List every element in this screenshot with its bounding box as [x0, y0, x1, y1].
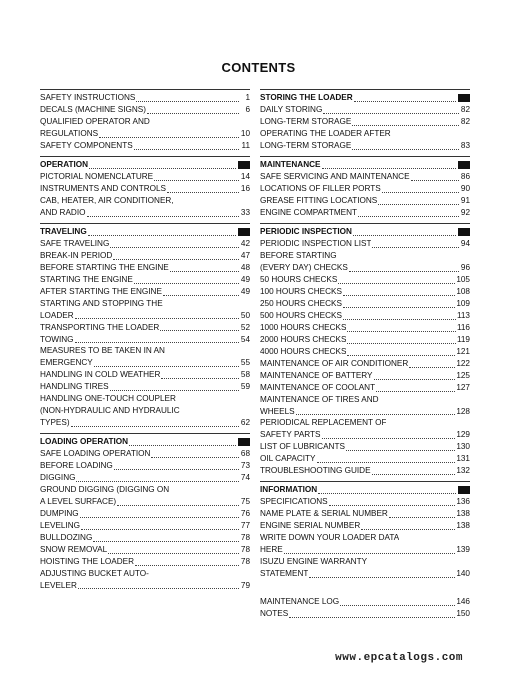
toc-entry[interactable] [260, 140, 470, 152]
dot-leader [151, 446, 239, 458]
toc-entry-label: MAINTENANCE LOG [260, 596, 340, 606]
toc-page-number: 59 [240, 382, 250, 392]
dot-leader [108, 542, 239, 554]
toc-section [40, 156, 250, 223]
dot-leader [322, 427, 456, 439]
toc-page-number: 138 [456, 521, 470, 531]
toc-entry[interactable] [40, 417, 250, 429]
dot-leader [170, 260, 239, 272]
toc-entry-label: MAINTENANCE OF BATTERY [260, 370, 373, 380]
toc-entry[interactable] [40, 140, 250, 152]
toc-entry-label: GREASE FITTING LOCATIONS [260, 196, 378, 205]
dot-leader [347, 344, 455, 356]
dot-leader [110, 379, 239, 391]
dot-leader [376, 380, 455, 392]
dot-leader [154, 169, 239, 181]
toc-entry-label: ENGINE COMPARTMENT [260, 208, 358, 217]
toc-heading-label: PERIODIC INSPECTION [260, 227, 352, 236]
dot-leader [88, 224, 236, 236]
dot-leader [147, 102, 239, 114]
toc-entry-label: LOCATIONS OF FILLER PORTS [260, 184, 381, 193]
dot-leader [318, 482, 456, 494]
toc-entry[interactable] [40, 207, 250, 219]
dot-leader [372, 236, 459, 248]
dot-leader [353, 224, 456, 236]
toc-entry-label: AND RADIO [40, 207, 86, 217]
toc-entry-label: LIST OF LUBRICANTS [260, 442, 345, 452]
toc-entry-label: STATEMENT [260, 568, 309, 578]
toc-page-number: 132 [456, 466, 470, 476]
dot-leader [322, 157, 457, 169]
toc-entry-label: STARTING THE ENGINE [40, 274, 133, 284]
toc-page-number: 146 [456, 596, 470, 606]
toc-page-number: 76 [240, 508, 250, 518]
dot-leader [323, 102, 459, 114]
toc-entry[interactable] [40, 393, 250, 405]
toc-entry[interactable] [260, 238, 470, 250]
toc-entry-label: TRANSPORTING THE LOADER [40, 322, 160, 332]
toc-entry[interactable] [260, 520, 470, 532]
toc-entry-label: NOTES [260, 608, 289, 618]
toc-entry-label: TOWING [40, 334, 74, 344]
toc-entry-label: PERIODICAL REPLACEMENT OF [260, 418, 387, 428]
dot-leader [99, 126, 239, 138]
toc-page-number: 10 [240, 129, 250, 138]
toc-heading-label: OPERATION [40, 160, 89, 169]
toc-entry[interactable] [260, 608, 470, 620]
toc-entry-label: INSTRUMENTS AND CONTROLS [40, 184, 167, 193]
dot-leader [80, 506, 239, 518]
toc-page-number: 138 [456, 509, 470, 519]
toc-page-number: 136 [456, 497, 470, 507]
dot-leader [94, 355, 239, 367]
toc-entry-label: HOISTING THE LOADER [40, 556, 135, 566]
toc-page-number: 82 [460, 117, 470, 127]
toc-entry[interactable] [260, 405, 470, 417]
toc-entry-label: ISUZU ENGINE WARRANTY [260, 556, 368, 566]
toc-entry-label: AFTER STARTING THE ENGINE [40, 286, 162, 296]
dot-leader [75, 307, 239, 319]
toc-entry[interactable] [40, 183, 250, 195]
dot-leader [160, 319, 239, 331]
toc-page-number: 1 [245, 93, 250, 103]
toc-page-number: 131 [456, 454, 470, 464]
toc-page-number: 54 [240, 334, 250, 344]
toc-entry[interactable] [260, 544, 470, 556]
dot-leader [352, 138, 459, 150]
toc-entry-label: LEVELER [40, 580, 77, 590]
toc-entry-label: TYPES) [40, 417, 70, 427]
toc-left-column [40, 89, 250, 595]
toc-entry-label: 4000 HOURS CHECKS [260, 346, 347, 356]
section-marker-tab [458, 161, 470, 169]
toc-entry-label: QUALIFIED OPERATOR AND [40, 117, 150, 126]
toc-heading-label: INFORMATION [260, 485, 318, 495]
toc-entry-label: DAILY STORING [260, 105, 323, 115]
toc-page-number: 125 [456, 370, 470, 380]
toc-section [260, 223, 470, 481]
toc-entry-label: HANDLING TIRES [40, 382, 109, 392]
dot-leader [347, 332, 455, 344]
toc-entry-label: BEFORE STARTING [260, 250, 337, 260]
toc-entry[interactable] [40, 104, 250, 116]
toc-entry-label: DECALS (MACHINE SIGNS) [40, 105, 146, 115]
toc-page-number: 108 [456, 286, 470, 296]
section-marker-tab [458, 94, 470, 102]
dot-leader [352, 114, 459, 126]
dot-leader [117, 494, 239, 506]
toc-entry-label: LOADER [40, 310, 74, 320]
dot-leader [411, 169, 459, 181]
toc-page-number: 79 [240, 580, 250, 590]
toc-entry-label: A LEVEL SURFACE) [40, 496, 117, 506]
toc-page-number: 78 [240, 532, 250, 542]
toc-entry-label: SAFE TRAVELING [40, 238, 110, 248]
toc-entry-label: SAFE LOADING OPERATION [40, 448, 151, 458]
toc-page-number: 113 [456, 310, 470, 320]
toc-entry-label: LEVELING [40, 520, 81, 530]
toc-entry-label: WRITE DOWN YOUR LOADER DATA [260, 533, 400, 543]
toc-entry-label: (NON-HYDRAULIC AND HYDRAULIC [40, 405, 180, 415]
toc-entry[interactable] [40, 472, 250, 484]
dot-leader [358, 205, 459, 217]
dot-leader [349, 260, 459, 272]
toc-heading-label: MAINTENANCE [260, 160, 321, 169]
toc-section [40, 223, 250, 433]
toc-page-number: 127 [456, 382, 470, 392]
toc-entry[interactable] [260, 207, 470, 219]
dot-leader [89, 157, 236, 169]
toc-entry[interactable] [260, 382, 470, 394]
dot-leader [361, 518, 455, 530]
toc-entry-label: LONG-TERM STORAGE [260, 141, 352, 150]
toc-entry-label: WHEELS [260, 406, 295, 416]
dot-leader [167, 181, 239, 193]
toc-page-number: 55 [240, 358, 250, 368]
toc-page-number: 77 [240, 520, 250, 530]
toc-page-number: 83 [460, 141, 470, 150]
toc-entry-label: SPECIFICATIONS [260, 497, 328, 507]
dot-leader [163, 284, 239, 296]
toc-heading-label: TRAVELING [40, 226, 87, 236]
dot-leader [289, 606, 455, 618]
toc-page-number: 94 [460, 239, 470, 248]
toc-page-number: 14 [240, 172, 250, 181]
toc-entry-label: 1000 HOURS CHECKS [260, 322, 347, 332]
dot-leader [329, 494, 456, 506]
dot-leader [343, 296, 455, 308]
dot-leader [374, 368, 456, 380]
toc-page-number: 68 [240, 448, 250, 458]
toc-page-number: 49 [240, 286, 250, 296]
toc-page-number: 82 [460, 105, 470, 115]
toc-page-number: 48 [240, 262, 250, 272]
dot-leader [71, 415, 239, 427]
toc-page-number: 92 [460, 208, 470, 217]
toc-entry[interactable] [40, 333, 250, 345]
dot-leader [76, 470, 239, 482]
toc-entry[interactable] [40, 556, 250, 568]
dot-leader [129, 434, 236, 446]
toc-page-number: 91 [460, 196, 470, 205]
toc-section [40, 89, 250, 156]
toc-entry[interactable] [260, 465, 470, 477]
toc-entry-label: ADJUSTING BUCKET AUTO- [40, 568, 149, 578]
toc-right-column [260, 89, 470, 624]
dot-leader [110, 236, 239, 248]
toc-page-number: 78 [240, 544, 250, 554]
toc-section [260, 89, 470, 156]
dot-leader [389, 506, 455, 518]
toc-entry[interactable] [260, 568, 470, 580]
toc-page-number: 6 [245, 105, 250, 115]
toc-section [260, 156, 470, 223]
toc-entry-label: ENGINE SERIAL NUMBER [260, 521, 361, 531]
toc-entry-label: (EVERY DAY) CHECKS [260, 262, 348, 272]
toc-entry-label: MEASURES TO BE TAKEN IN AN [40, 346, 165, 356]
toc-page-number: 109 [456, 298, 470, 308]
toc-page-number: 42 [240, 238, 250, 248]
toc-entry-label: PICTORIAL NOMENCLATURE [40, 172, 154, 181]
toc-page-number: 150 [456, 608, 470, 618]
section-marker-tab [238, 161, 250, 169]
dot-leader [134, 272, 239, 284]
watermark: www.epcatalogs.com [335, 652, 463, 664]
toc-heading-label: LOADING OPERATION [40, 436, 129, 446]
toc-entry-label: REGULATIONS [40, 129, 99, 138]
toc-page-number: 121 [456, 346, 470, 356]
toc-section [260, 584, 470, 624]
toc-page-number: 105 [456, 274, 470, 284]
toc-page-number: 58 [240, 370, 250, 380]
toc-entry-label: HERE [260, 545, 283, 555]
dot-leader [378, 193, 459, 205]
section-marker-tab [458, 228, 470, 236]
toc-page-number: 86 [460, 172, 470, 181]
toc-entry-label: BREAK-IN PERIOD [40, 250, 113, 260]
section-marker-tab [458, 486, 470, 494]
toc-entry-label: 2000 HOURS CHECKS [260, 334, 347, 344]
toc-entry-label: SAFETY INSTRUCTIONS [40, 93, 136, 103]
toc-page-number: 140 [456, 568, 470, 578]
toc-entry-label: 250 HOURS CHECKS [260, 298, 342, 308]
dot-leader [75, 331, 239, 343]
toc-entry-label: SAFETY COMPONENTS [40, 141, 133, 150]
toc-entry-label: GROUND DIGGING (DIGGING ON [40, 484, 170, 494]
toc-page-number: 78 [240, 556, 250, 566]
toc-entry-label: SAFE SERVICING AND MAINTENANCE [260, 172, 410, 181]
dot-leader [114, 458, 239, 470]
toc-entry-label: BEFORE STARTING THE ENGINE [40, 262, 169, 272]
section-marker-tab [238, 228, 250, 236]
toc-entry-label: STARTING AND STOPPING THE [40, 298, 163, 308]
dot-leader [81, 518, 239, 530]
toc-page-number: 16 [240, 184, 250, 193]
dot-leader [346, 439, 455, 451]
toc-entry[interactable] [40, 381, 250, 393]
dot-leader [382, 181, 459, 193]
dot-leader [113, 248, 239, 260]
toc-entry-label: SNOW REMOVAL [40, 544, 108, 554]
toc-page-number: 62 [240, 417, 250, 427]
toc-entry-label: MAINTENANCE OF TIRES AND [260, 394, 379, 404]
toc-section [260, 481, 470, 584]
toc-page-number: 129 [456, 430, 470, 440]
toc-page-number: 130 [456, 442, 470, 452]
toc-entry-label: MAINTENANCE OF AIR CONDITIONER [260, 358, 409, 368]
dot-leader [372, 463, 456, 475]
dot-leader [136, 90, 239, 102]
toc-entry-label: HANDLING IN COLD WEATHER [40, 370, 161, 380]
toc-page-number: 122 [456, 358, 470, 368]
toc-entry[interactable] [40, 286, 250, 298]
toc-entry-label: OIL CAPACITY [260, 454, 316, 464]
toc-entry-label: SAFETY PARTS [260, 430, 321, 440]
toc-entry-label: BULLDOZING [40, 532, 93, 542]
toc-entry-label: PERIODIC INSPECTION LIST [260, 239, 372, 248]
dot-leader [317, 451, 456, 463]
toc-entry-label: 500 HOURS CHECKS [260, 310, 342, 320]
toc-page-number: 73 [240, 460, 250, 470]
toc-page-number: 52 [240, 322, 250, 332]
toc-entry-label: 50 HOURS CHECKS [260, 274, 338, 284]
toc-page-number: 33 [240, 207, 250, 217]
dot-leader [338, 272, 455, 284]
dot-leader [309, 566, 455, 578]
dot-leader [93, 530, 239, 542]
toc-entry-label: DIGGING [40, 472, 76, 482]
page-title: CONTENTS [221, 60, 296, 75]
toc-entry-label: HANDLING ONE-TOUCH COUPLER [40, 394, 176, 404]
dot-leader [135, 554, 239, 566]
toc-entry-label: 100 HOURS CHECKS [260, 286, 342, 296]
toc-page-number: 75 [240, 496, 250, 506]
toc-entry-label: LONG-TERM STORAGE [260, 117, 352, 127]
toc-page-number: 11 [241, 141, 250, 150]
toc-page-number: 116 [456, 322, 470, 332]
dot-leader [343, 308, 456, 320]
dot-leader [87, 205, 240, 217]
toc-page-number: 49 [240, 274, 250, 284]
toc-page-number: 119 [456, 334, 470, 344]
toc-entry-label: MAINTENANCE OF COOLANT [260, 382, 376, 392]
dot-leader [78, 577, 239, 589]
dot-leader [296, 403, 456, 415]
toc-entry-label: EMERGENCY [40, 358, 93, 368]
toc-page-number: 47 [240, 250, 250, 260]
dot-leader [284, 542, 456, 554]
toc-entry-label: OPERATING THE LOADER AFTER [260, 129, 391, 138]
toc-page-number: 90 [460, 184, 470, 193]
toc-entry-label: DUMPING [40, 508, 79, 518]
toc-entry-label: CAB, HEATER, AIR CONDITIONER, [40, 195, 174, 205]
toc-entry-label: TROUBLESHOOTING GUIDE [260, 466, 371, 476]
toc-page-number: 139 [456, 545, 470, 555]
toc-entry-label: BEFORE LOADING [40, 460, 113, 470]
toc-entry[interactable] [40, 579, 250, 591]
dot-leader [409, 356, 455, 368]
section-marker-tab [238, 438, 250, 446]
toc-page-number: 74 [240, 472, 250, 482]
toc-entry-label: NAME PLATE & SERIAL NUMBER [260, 509, 388, 519]
dot-leader [340, 594, 455, 606]
toc-page-number: 128 [456, 406, 470, 416]
toc-heading-label: STORING THE LOADER [260, 93, 353, 103]
toc-page-number: 50 [240, 310, 250, 320]
dot-leader [343, 284, 455, 296]
dot-leader [161, 367, 239, 379]
toc-section [40, 433, 250, 596]
dot-leader [347, 320, 455, 332]
toc-page-number: 96 [460, 262, 470, 272]
dot-leader [134, 138, 239, 150]
toc-entry[interactable] [260, 116, 470, 128]
dot-leader [354, 90, 456, 102]
